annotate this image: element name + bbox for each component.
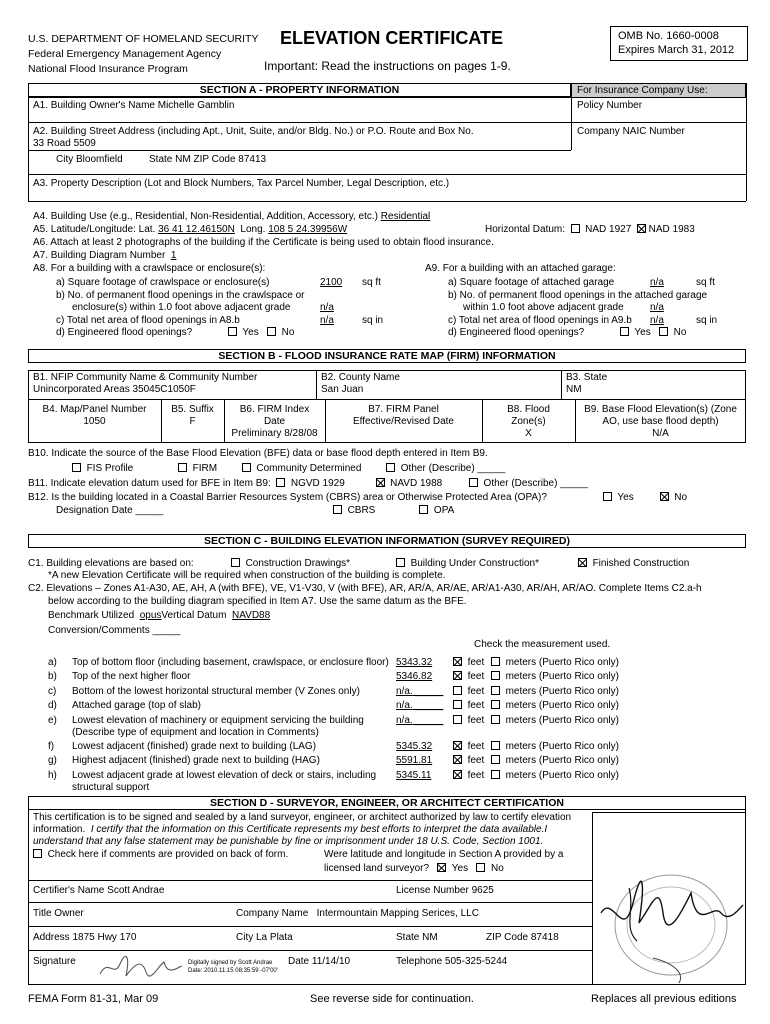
elevation-value[interactable]: n/a. _____ xyxy=(396,715,444,726)
elevation-value[interactable]: 5591.81 xyxy=(396,755,433,766)
section-d-title: SECTION D - SURVEYOR, ENGINEER, OR ARCHITECT CERTIFICATION xyxy=(28,796,746,810)
signature-label: Signature xyxy=(33,956,76,967)
a2-label: A2. Building Street Address (including Apt., Unit, Suite, and/or Bldg. No.) or P.O. Route and Box No. xyxy=(33,126,474,137)
telephone[interactable]: Telephone 505-325-5244 xyxy=(396,956,508,967)
elevation-row-letter: d) xyxy=(48,700,57,711)
b4-label: B4. Map/Panel Number xyxy=(42,404,147,415)
elevation-row-label: Bottom of the lowest horizontal structural member (V Zones only) xyxy=(72,686,360,697)
a8c-value[interactable]: n/a xyxy=(320,315,334,326)
a3-label: A3. Property Description (Lot and Block Numbers, Tax Parcel Number, Legal Description, etc.) xyxy=(33,178,450,189)
meters-option: meters (Puerto Rico only) xyxy=(491,741,619,753)
a8d-yes-checkbox[interactable] xyxy=(228,327,237,336)
a9a-unit: sq ft xyxy=(696,277,715,288)
license-number[interactable]: License Number 9625 xyxy=(396,885,494,896)
a8-label: A8. For a building with a crawlspace or enclosure(s): xyxy=(33,263,266,274)
digital-signature-line2: Date: 2010.11.15 08:35:59 -07'00' xyxy=(188,968,278,974)
feet-option: feet xyxy=(453,671,484,683)
elevation-row-label: Highest adjacent (finished) grade next to building (HAG) xyxy=(72,755,320,766)
a8d-no-checkbox[interactable] xyxy=(267,327,276,336)
b7-label1: B7. FIRM Panel xyxy=(368,404,439,415)
d-latlong-q1: Were latitude and longitude in Section A provided by a xyxy=(324,849,564,860)
elevation-row-label: Attached garage (top of slab) xyxy=(72,700,201,711)
feet-checkbox[interactable] xyxy=(453,700,462,709)
a6-label: A6. Attach at least 2 photographs of the building if the Certificate is being used to obtain flood insurance. xyxy=(33,237,494,248)
a5-long[interactable]: 108 5 24.39956W xyxy=(268,224,348,235)
a8a-label: a) Square footage of crawlspace or enclosure(s) xyxy=(56,277,270,288)
section-d-frame xyxy=(28,810,746,985)
signature-date[interactable]: Date 11/14/10 xyxy=(288,956,351,967)
fis-profile-checkbox[interactable] xyxy=(72,463,81,472)
elevation-value[interactable]: 5345.11 xyxy=(396,770,432,781)
d-latlong-q2: licensed land surveyor? Yes No xyxy=(324,863,504,874)
a4-value[interactable]: Residential xyxy=(380,211,431,222)
b1-value[interactable]: Unincorporated Areas 35045C1050F xyxy=(33,384,196,395)
vertical-datum-value[interactable]: NAVD88 xyxy=(232,610,271,621)
company-value[interactable]: Intermountain Mapping Serices, LLC xyxy=(316,908,479,919)
elevation-row-letter: f) xyxy=(48,741,55,752)
naic-label: Company NAIC Number xyxy=(577,126,685,137)
meters-option: meters (Puerto Rico only) xyxy=(491,657,619,669)
under-construction-checkbox[interactable] xyxy=(396,558,405,567)
feet-checkbox[interactable] xyxy=(453,755,462,764)
a4-label: A4. Building Use (e.g., Residential, Non-Residential, Addition, Accessory, etc.) Residential xyxy=(33,211,431,222)
b6-label2: Date xyxy=(263,416,286,427)
b11-row: B11. Indicate elevation datum used for BFE in Item B9: NGVD 1929 NAVD 1988 Other (Describe) _____ xyxy=(28,478,589,489)
feet-option: feet xyxy=(453,686,484,698)
elevation-row-letter: g) xyxy=(48,755,57,766)
a8b-label1: b) No. of permanent flood openings in the crawlspace or xyxy=(56,290,305,301)
b4-value[interactable]: 1050 xyxy=(83,416,106,427)
elevation-row-letter: b) xyxy=(48,671,57,682)
feet-checkbox[interactable] xyxy=(453,657,462,666)
opa-checkbox[interactable] xyxy=(419,505,428,514)
c1-finished: Finished Construction xyxy=(578,558,689,570)
b8-label1: B8. Flood xyxy=(507,404,550,415)
elevation-value[interactable]: n/a. _____ xyxy=(396,686,444,697)
elevation-value[interactable]: 5345.32 xyxy=(396,741,433,752)
c2-label2: below according to the building diagram specified in Item A7. Use the same datum as the BFE. xyxy=(48,596,467,607)
b10-label: B10. Indicate the source of the Base Flood Elevation (BFE) data or base flood depth entered in Item B9. xyxy=(28,448,488,459)
a9d-options: Yes No xyxy=(620,327,686,339)
replaces-note: Replaces all previous editions xyxy=(591,993,737,1005)
meters-checkbox[interactable] xyxy=(491,715,500,724)
feet-option: feet xyxy=(453,715,484,727)
elevation-row-letter: a) xyxy=(48,657,57,668)
a9c-unit: sq in xyxy=(696,315,718,326)
meters-option: meters (Puerto Rico only) xyxy=(491,700,619,712)
b5-value[interactable]: F xyxy=(189,416,196,427)
section-c-title: SECTION C - BUILDING ELEVATION INFORMATION (SURVEY REQUIRED) xyxy=(28,534,746,548)
section-b-title: SECTION B - FLOOD INSURANCE RATE MAP (FIRM) INFORMATION xyxy=(28,349,746,363)
benchmark-row: Benchmark Utilized opusVertical Datum NAVD88 xyxy=(48,610,271,621)
company-name: Company Name Intermountain Mapping Serices, LLC xyxy=(236,908,479,919)
c2-label1: C2. Elevations – Zones A1-A30, AE, AH, A (with BFE), VE, V1-V30, V (with BFE), AR, AR/A, AR/AE, AR/A1-A30, AR/AH, AR/AO. Complete Items C2.a-h xyxy=(28,583,702,594)
navd-checkbox[interactable] xyxy=(376,478,385,487)
feet-checkbox[interactable] xyxy=(453,741,462,750)
a8a-value[interactable]: 2100 xyxy=(320,277,343,288)
elevation-row-label2: (Describe type of equipment and location in Comments) xyxy=(72,727,319,738)
c1-label: C1. Building elevations are based on: xyxy=(28,558,194,569)
a2-city[interactable]: City Bloomfield xyxy=(56,154,123,165)
a8c-unit: sq in xyxy=(362,315,384,326)
omb-number: OMB No. 1660-0008 xyxy=(618,30,719,42)
a8d-options: Yes No xyxy=(228,327,294,339)
certifier-title[interactable]: Title Owner xyxy=(33,908,84,919)
a9d-label: d) Engineered flood openings? xyxy=(448,327,585,338)
b5-label: B5. Suffix xyxy=(171,404,214,415)
b6-value[interactable]: Preliminary 8/28/08 xyxy=(231,428,318,439)
a9b-value[interactable]: n/a xyxy=(650,302,664,313)
b2-value[interactable]: San Juan xyxy=(321,384,364,395)
ngvd-checkbox[interactable] xyxy=(276,478,285,487)
elevation-row-label: Top of the next higher floor xyxy=(72,671,191,682)
a1-owner-name[interactable]: A1. Building Owner's Name Michelle Gamblin xyxy=(33,100,235,111)
c1-under-construction: Building Under Construction* xyxy=(396,558,539,570)
feet-option: feet xyxy=(453,741,484,753)
agency-name: Federal Emergency Management Agency xyxy=(28,48,222,60)
important-note: Important: Read the instructions on pages 1-9. xyxy=(264,59,511,73)
page-title: ELEVATION CERTIFICATE xyxy=(280,28,503,48)
finished-construction-checkbox[interactable] xyxy=(578,558,587,567)
b10-options: FIS Profile FIRM Community Determined Other (Describe) _____ xyxy=(72,463,505,475)
b9-value[interactable]: N/A xyxy=(652,428,669,439)
meters-checkbox[interactable] xyxy=(491,770,500,779)
elevation-row-label: Lowest adjacent (finished) grade next to building (LAG) xyxy=(72,741,317,752)
elevation-row-label: Lowest elevation of machinery or equipment servicing the building xyxy=(72,715,364,726)
a9d-no-checkbox[interactable] xyxy=(659,327,668,336)
feet-option: feet xyxy=(453,755,484,767)
a5-lat[interactable]: 36 41 12.46150N xyxy=(158,224,235,235)
meters-checkbox[interactable] xyxy=(491,686,500,695)
meters-option: meters (Puerto Rico only) xyxy=(491,686,619,698)
d-cert-line1: This certification is to be signed and sealed by a land surveyor, engineer, or architect authorized by law to certify elevation xyxy=(33,812,572,823)
feet-option: feet xyxy=(453,700,484,712)
a9a-label: a) Square footage of attached garage xyxy=(448,277,615,288)
conversion-comments: Conversion/Comments _____ xyxy=(48,625,181,636)
designation-date: Designation Date _____ xyxy=(56,505,164,516)
b3-value[interactable]: NM xyxy=(566,384,582,395)
meters-checkbox[interactable] xyxy=(491,755,500,764)
elevation-row-label: Top of bottom floor (including basement, crawlspace, or enclosure floor) xyxy=(72,657,389,668)
meters-option: meters (Puerto Rico only) xyxy=(491,770,619,782)
other-describe-checkbox[interactable] xyxy=(386,463,395,472)
a8b-value[interactable]: n/a xyxy=(320,302,334,313)
a8b-label2: enclosure(s) within 1.0 foot above adjacent grade xyxy=(72,302,291,313)
a5-row: A5. Latitude/Longitude: Lat. 36 41 12.46150N Long. 108 5 24.39956W xyxy=(33,224,348,235)
b12-label: B12. Is the building located in a Coastal Barrier Resources System (CBRS) area or Otherwise Protected Area (OPA)? xyxy=(28,492,547,503)
b3-label: B3. State xyxy=(566,372,608,383)
a9c-label: c) Total net area of flood openings in A9.b xyxy=(448,315,632,326)
feet-checkbox[interactable] xyxy=(453,770,462,779)
nad1983-checkbox[interactable] xyxy=(637,224,646,233)
elevation-row-letter: e) xyxy=(48,715,57,726)
a2-state-zip[interactable]: State NM ZIP Code 87413 xyxy=(149,154,267,165)
b8-label2: Zone(s) xyxy=(511,416,546,427)
certifier-city[interactable]: City La Plata xyxy=(236,932,293,943)
a9b-label2: within 1.0 foot above adjacent grade xyxy=(463,302,624,313)
b9-label1: B9. Base Flood Elevation(s) (Zone xyxy=(584,404,737,415)
cbrs-opa-options: CBRS OPA xyxy=(333,505,454,517)
a9d-yes-checkbox[interactable] xyxy=(620,327,629,336)
feet-option: feet xyxy=(453,770,484,782)
digital-signature-line1: Digitally signed by Scott Andrae xyxy=(188,960,273,966)
elevation-value[interactable]: 5346.82 xyxy=(396,671,433,682)
elevation-row-label: Lowest adjacent grade at lowest elevation of deck or stairs, including xyxy=(72,770,377,781)
a9b-label1: b) No. of permanent flood openings in the attached garage xyxy=(448,290,708,301)
certifier-address[interactable]: Address 1875 Hwy 170 xyxy=(33,932,137,943)
a2-address[interactable]: 33 Road 5509 xyxy=(33,138,96,149)
elevation-row-letter: h) xyxy=(48,770,57,781)
a7-row: A7. Building Diagram Number 1 xyxy=(33,250,177,261)
section-a-title: SECTION A - PROPERTY INFORMATION xyxy=(28,83,571,97)
check-measurement-label: Check the measurement used. xyxy=(474,639,611,650)
nad1927-checkbox[interactable] xyxy=(571,224,580,233)
a9c-value[interactable]: n/a xyxy=(650,315,664,326)
horizontal-datum: Horizontal Datum: NAD 1927 NAD 1983 xyxy=(485,224,695,235)
program-name: National Flood Insurance Program xyxy=(28,63,188,75)
meters-option: meters (Puerto Rico only) xyxy=(491,715,619,727)
cbrs-checkbox[interactable] xyxy=(333,505,342,514)
meters-option: meters (Puerto Rico only) xyxy=(491,671,619,683)
b6-label1: B6. FIRM Index xyxy=(239,404,310,415)
dept-name: U.S. DEPARTMENT OF HOMELAND SECURITY xyxy=(28,33,259,45)
community-determined-checkbox[interactable] xyxy=(242,463,251,472)
d-cert-line2: information. I certify that the information on this Certificate represents my best efforts to interpret the data available.I xyxy=(33,824,548,835)
b8-value[interactable]: X xyxy=(525,428,532,439)
feet-checkbox[interactable] xyxy=(453,671,462,680)
d-cert-line3: understand that any false statement may be punishable by fine or imprisonment under 18 U.S. Code, Section 1001. xyxy=(33,836,544,847)
b7-label2: Effective/Revised Date xyxy=(353,416,454,427)
feet-checkbox[interactable] xyxy=(453,715,462,724)
meters-checkbox[interactable] xyxy=(491,700,500,709)
certifier-state[interactable]: State NM xyxy=(396,932,438,943)
b12-yes-checkbox[interactable] xyxy=(603,492,612,501)
elevation-row-letter: c) xyxy=(48,686,57,697)
b9-label2: AO, use base flood depth) xyxy=(602,416,719,427)
d-comments: Check here if comments are provided on back of form. xyxy=(33,849,288,861)
b2-label: B2. County Name xyxy=(321,372,400,383)
policy-number-label: Policy Number xyxy=(577,100,643,111)
meters-option: meters (Puerto Rico only) xyxy=(491,755,619,767)
b11-other-checkbox[interactable] xyxy=(469,478,478,487)
a7-value[interactable]: 1 xyxy=(170,250,177,261)
c1-note: *A new Elevation Certificate will be required when construction of the building is complete. xyxy=(48,570,446,581)
a9a-value[interactable]: n/a xyxy=(650,277,664,288)
continuation-note: See reverse side for continuation. xyxy=(310,993,474,1005)
b12-no-checkbox[interactable] xyxy=(660,492,669,501)
b1-label: B1. NFIP Community Name & Community Number xyxy=(33,372,258,383)
elevation-row-label2: structural support xyxy=(72,782,150,793)
feet-checkbox[interactable] xyxy=(453,686,462,695)
meters-checkbox[interactable] xyxy=(491,741,500,750)
construction-drawings-checkbox[interactable] xyxy=(231,558,240,567)
c1-construction: Construction Drawings* xyxy=(231,558,350,570)
form-number: FEMA Form 81-31, Mar 09 xyxy=(28,993,159,1005)
certifier-name[interactable]: Certifier's Name Scott Andrae xyxy=(33,885,165,896)
insurance-use-label: For Insurance Company Use: xyxy=(577,85,708,96)
a8d-label: d) Engineered flood openings? xyxy=(56,327,193,338)
benchmark-value[interactable]: opus xyxy=(139,610,162,621)
a9-label: A9. For a building with an attached garage: xyxy=(425,263,616,274)
a8a-unit: sq ft xyxy=(362,277,381,288)
elevation-value[interactable]: n/a. _____ xyxy=(396,700,444,711)
firm-checkbox[interactable] xyxy=(178,463,187,472)
a8c-label: c) Total net area of flood openings in A8.b xyxy=(56,315,240,326)
meters-checkbox[interactable] xyxy=(491,671,500,680)
certifier-zip[interactable]: ZIP Code 87418 xyxy=(486,932,559,943)
feet-option: feet xyxy=(453,657,484,669)
b12-options: Yes No xyxy=(603,492,687,504)
elevation-value[interactable]: 5343.32 xyxy=(396,657,433,668)
meters-checkbox[interactable] xyxy=(491,657,500,666)
expires-date: Expires March 31, 2012 xyxy=(618,44,735,56)
